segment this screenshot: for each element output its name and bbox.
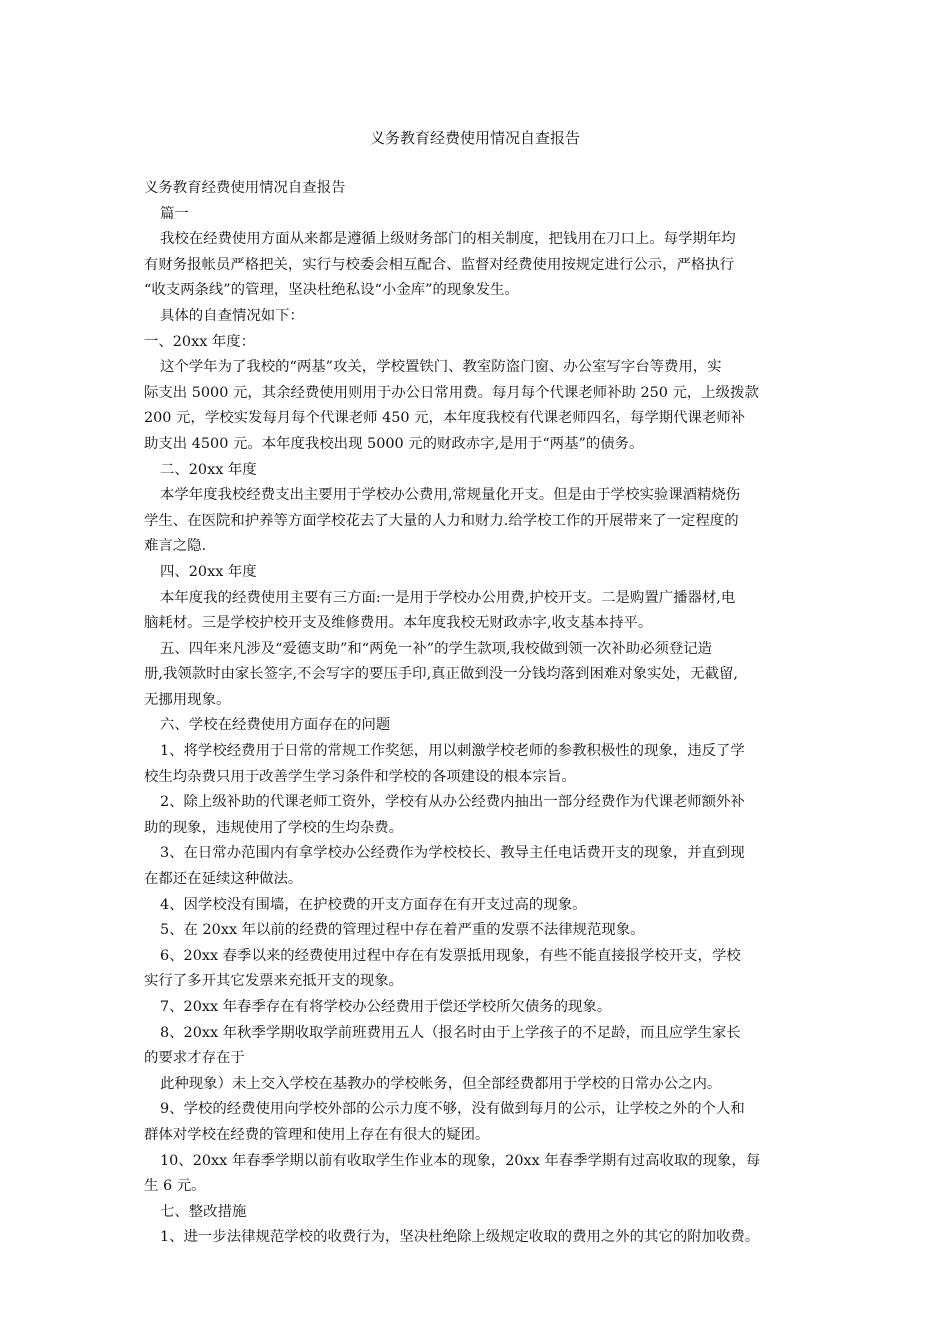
text-line: 册,我领款时由家长签字,不会写字的要压手印,真正做到没一分钱均落到困难对象实处，无截留,	[144, 666, 738, 683]
text-line: 6、20xx 春季以来的经费使用过程中存在有发票抵用现象，有些不能直接报学校开支，学校	[160, 947, 741, 964]
text-line: 二、20xx 年度	[160, 461, 257, 478]
text-line: 本学年度我校经费支出主要用于学校办公费用,常规量化开支。但是由于学校实验课酒精烧伤	[160, 487, 741, 504]
text-line: 我校在经费使用方面从来都是遵循上级财务部门的相关制度，把钱用在刀口上。每学期年均	[160, 231, 736, 248]
text-line: 六、学校在经费使用方面存在的问题	[160, 717, 391, 734]
page-title: 义务教育经费使用情况自查报告	[369, 129, 580, 147]
text-line: 200 元，学校实发每月每个代课老师 450 元，本年度我校有代课老师四名，每学期代课老师补	[144, 410, 746, 427]
text-line: 1、进一步法律规范学校的收费行为，坚决杜绝除上级规定收取的费用之外的其它的附加收费。	[160, 1229, 760, 1246]
document-body	[144, 176, 824, 1251]
text-line: 助支出 4500 元。本年度我校出现 5000 元的财政赤字,是用于“两基”的债务。	[144, 435, 644, 452]
text-line: 脑耗材。三是学校护校开支及维修费用。本年度我校无财政赤字,收支基本持平。	[144, 615, 653, 632]
text-line: 5、在 20xx 年以前的经费的管理过程中存在着严重的发票不法律规范现象。	[160, 922, 645, 939]
text-line: 七、整改措施	[160, 1203, 247, 1220]
text-line: 有财务报帐员严格把关，实行与校委会相互配合、监督对经费使用按规定进行公示，严格执行	[144, 256, 735, 273]
text-line: 助的现象，违规使用了学校的生均杂费。	[144, 819, 404, 836]
text-line: 难言之隐.	[144, 538, 207, 555]
text-line: 五、四年来凡涉及“爱德支助”和“两免一补”的学生款项,我校做到领一次补助必须登记造	[160, 640, 713, 657]
text-line: 8、20xx 年秋季学期收取学前班费用五人（报名时由于上学孩子的不足龄，而且应学生家长	[160, 1024, 741, 1041]
text-line: 在都还在延续这种做法。	[144, 871, 303, 888]
text-line: 生 6 元。	[144, 1178, 206, 1195]
text-line: 学生、在医院和护养等方面学校花去了大量的人力和财力.给学校工作的开展带来了一定程度的	[144, 512, 739, 529]
text-line: 一、20xx 年度：	[144, 333, 256, 350]
text-line: 义务教育经费使用情况自查报告	[144, 180, 346, 196]
text-line: 无挪用现象。	[144, 691, 231, 708]
text-line: 篇一	[160, 205, 189, 222]
text-line: 这个学年为了我校的“两基”攻关，学校置铁门、教室防盗门窗、办公室写字台等费用，实	[160, 359, 722, 376]
text-line: 具体的自查情况如下：	[160, 307, 304, 324]
text-line: 9、学校的经费使用向学校外部的公示力度不够，没有做到每月的公示，让学校之外的个人和	[160, 1101, 745, 1118]
text-line: 际支出 5000 元，其余经费使用则用于办公日常用费。每月每个代课老师补助 250 元，上级拨款	[144, 384, 759, 401]
text-line: “收支两条线”的管理，坚决杜绝私设“小金库”的现象发生。	[144, 282, 519, 299]
text-line: 3、在日常办范围内有拿学校办公经费作为学校校长、教导主任电话费开支的现象，并直到现	[160, 845, 745, 862]
text-line: 的要求才存在于	[144, 1050, 245, 1067]
text-line: 四、20xx 年度	[160, 563, 257, 580]
text-line: 1、将学校经费用于日常的常规工作奖惩，用以刺激学校老师的参教积极性的现象，违反了学	[160, 743, 745, 760]
text-line: 2、除上级补助的代课老师工资外，学校有从办公经费内抽出一部分经费作为代课老师额外补	[160, 794, 745, 811]
text-line: 群体对学校在经费的管理和使用上存在有很大的疑团。	[144, 1126, 490, 1143]
text-line: 7、20xx 年春季存在有将学校办公经费用于偿还学校所欠债务的现象。	[160, 999, 612, 1015]
text-line: 实行了多开其它发票来充抵开支的现象。	[144, 973, 404, 990]
text-line: 10、20xx 年春季学期以前有收取学生作业本的现象，20xx 年春季学期有过高收取的现象，每	[160, 1152, 761, 1169]
text-line: 此种现象）未上交入学校在基教办的学校帐务，但全部经费都用于学校的日常办公之内。	[160, 1075, 722, 1092]
text-line: 校生均杂费只用于改善学生学习条件和学校的各项建设的根本宗旨。	[144, 768, 576, 785]
text-line: 本年度我的经费使用主要有三方面:一是用于学校办公用费,护校开支。二是购置广播器材,电	[160, 589, 736, 606]
text-line: 4、因学校没有围墙，在护校费的开支方面存在有开支过高的现象。	[160, 896, 587, 913]
